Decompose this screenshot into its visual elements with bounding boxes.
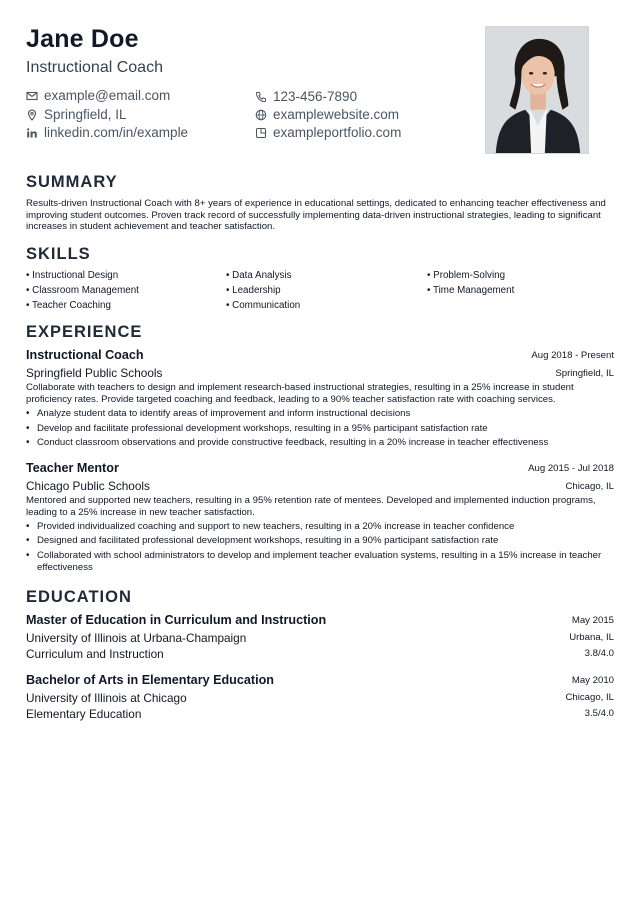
- education-heading: EDUCATION: [26, 588, 132, 606]
- field-of-study: Curriculum and Instruction: [26, 647, 164, 661]
- job-description: Mentored and supported new teachers, resulting in a 95% retention rate of mentees. Developed and implemented induction programs, leading to a 25% increase in new teacher satisfaction.: [26, 495, 596, 518]
- skill-item: • Classroom Management: [26, 285, 139, 296]
- job-title: Instructional Coach: [26, 348, 144, 362]
- contact-website[interactable]: [255, 107, 399, 122]
- globe-icon: [255, 109, 267, 121]
- contact-email-text: example@email.com: [44, 88, 171, 103]
- job-location: Springfield, IL: [555, 368, 614, 379]
- degree-date: May 2010: [571, 675, 614, 686]
- contact-linkedin-text: linkedin.com/in/example: [44, 125, 189, 140]
- experience-heading: EXPERIENCE: [26, 323, 143, 341]
- job-dates: Aug 2015 - Jul 2018: [528, 463, 614, 474]
- school-location: Chicago, IL: [565, 692, 614, 703]
- summary-heading: SUMMARY: [26, 173, 118, 191]
- contact-phone[interactable]: [255, 89, 357, 104]
- job-title: Teacher Mentor: [26, 461, 119, 475]
- skill-item: • Leadership: [226, 285, 281, 296]
- job-location: Chicago, IL: [565, 481, 614, 492]
- contact-website-text: examplewebsite.com: [273, 107, 400, 122]
- job-organization: Chicago Public Schools: [26, 479, 150, 493]
- job-bullet: • Collaborated with school administrators to develop and implement teacher evaluation systems, resulting in a 15% increase in teacher effectiveness: [26, 550, 614, 573]
- contact-phone-text: 123-456-7890: [273, 89, 358, 104]
- skills-list: [26, 270, 626, 315]
- gpa: 3.8/4.0: [584, 648, 614, 659]
- job-bullet: • Develop and facilitate professional development workshops, resulting in a 95% participant satisfaction rate: [26, 423, 614, 435]
- skills-heading: SKILLS: [26, 245, 91, 263]
- gpa: 3.5/4.0: [584, 708, 614, 719]
- contact-linkedin[interactable]: [26, 125, 188, 140]
- job-bullet: • Analyze student data to identify areas of improvement and inform instructional decisions: [26, 408, 614, 420]
- skill-item: • Data Analysis: [226, 270, 292, 281]
- skill-item: • Instructional Design: [26, 270, 119, 281]
- linkedin-icon: [26, 127, 38, 139]
- profile-photo: [485, 26, 589, 154]
- field-of-study: Elementary Education: [26, 707, 142, 721]
- candidate-title: Instructional Coach: [26, 59, 163, 76]
- skill-item: • Problem-Solving: [427, 270, 506, 281]
- job-dates: Aug 2018 - Present: [531, 350, 614, 361]
- job-bullet: • Designed and facilitated professional development workshops, resulting in a 90% participant satisfaction rate: [26, 535, 614, 547]
- job-bullet: • Provided individualized coaching and support to new teachers, resulting in a 20% increase in teacher confidence: [26, 521, 614, 533]
- contact-location-text: Springfield, IL: [44, 107, 127, 122]
- mail-icon: [26, 90, 38, 102]
- skill-item: • Teacher Coaching: [26, 300, 111, 311]
- degree-title: Bachelor of Arts in Elementary Education: [26, 673, 274, 687]
- contact-portfolio-text: exampleportfolio.com: [273, 125, 402, 140]
- portfolio-icon: [255, 127, 267, 139]
- skill-item: • Communication: [226, 300, 301, 311]
- school-name: University of Illinois at Urbana-Champaign: [26, 631, 247, 645]
- degree-date: May 2015: [571, 615, 614, 626]
- job-organization: Springfield Public Schools: [26, 366, 163, 380]
- phone-icon: [255, 91, 267, 103]
- contact-location: [26, 107, 127, 122]
- degree-title: Master of Education in Curriculum and Instruction: [26, 613, 327, 627]
- candidate-name: Jane Doe: [26, 25, 139, 53]
- skill-item: • Time Management: [427, 285, 515, 296]
- job-description: Collaborate with teachers to design and implement research-based instructional strategies, resulting in a 25% increase in student proficiency rates. Provide targeted coaching and feedback, leading to a 90% teacher satisfaction rate with coaching services.: [26, 382, 574, 405]
- summary-text: Results-driven Instructional Coach with 8+ years of experience in educational settings, dedicated to enhancing teacher effectiveness and improving student outcomes. Proven track record of successfully implementing data-driven instructional strategies, leading to significant increases in student achievement and teacher satisfaction.: [26, 198, 606, 232]
- school-name: University of Illinois at Chicago: [26, 691, 187, 705]
- location-pin-icon: [26, 109, 38, 121]
- job-bullet: • Conduct classroom observations and provide constructive feedback, resulting in a 20% increase in teacher effectiveness: [26, 437, 614, 449]
- contact-email[interactable]: [26, 88, 170, 103]
- school-location: Urbana, IL: [569, 632, 614, 643]
- contact-portfolio[interactable]: [255, 125, 401, 140]
